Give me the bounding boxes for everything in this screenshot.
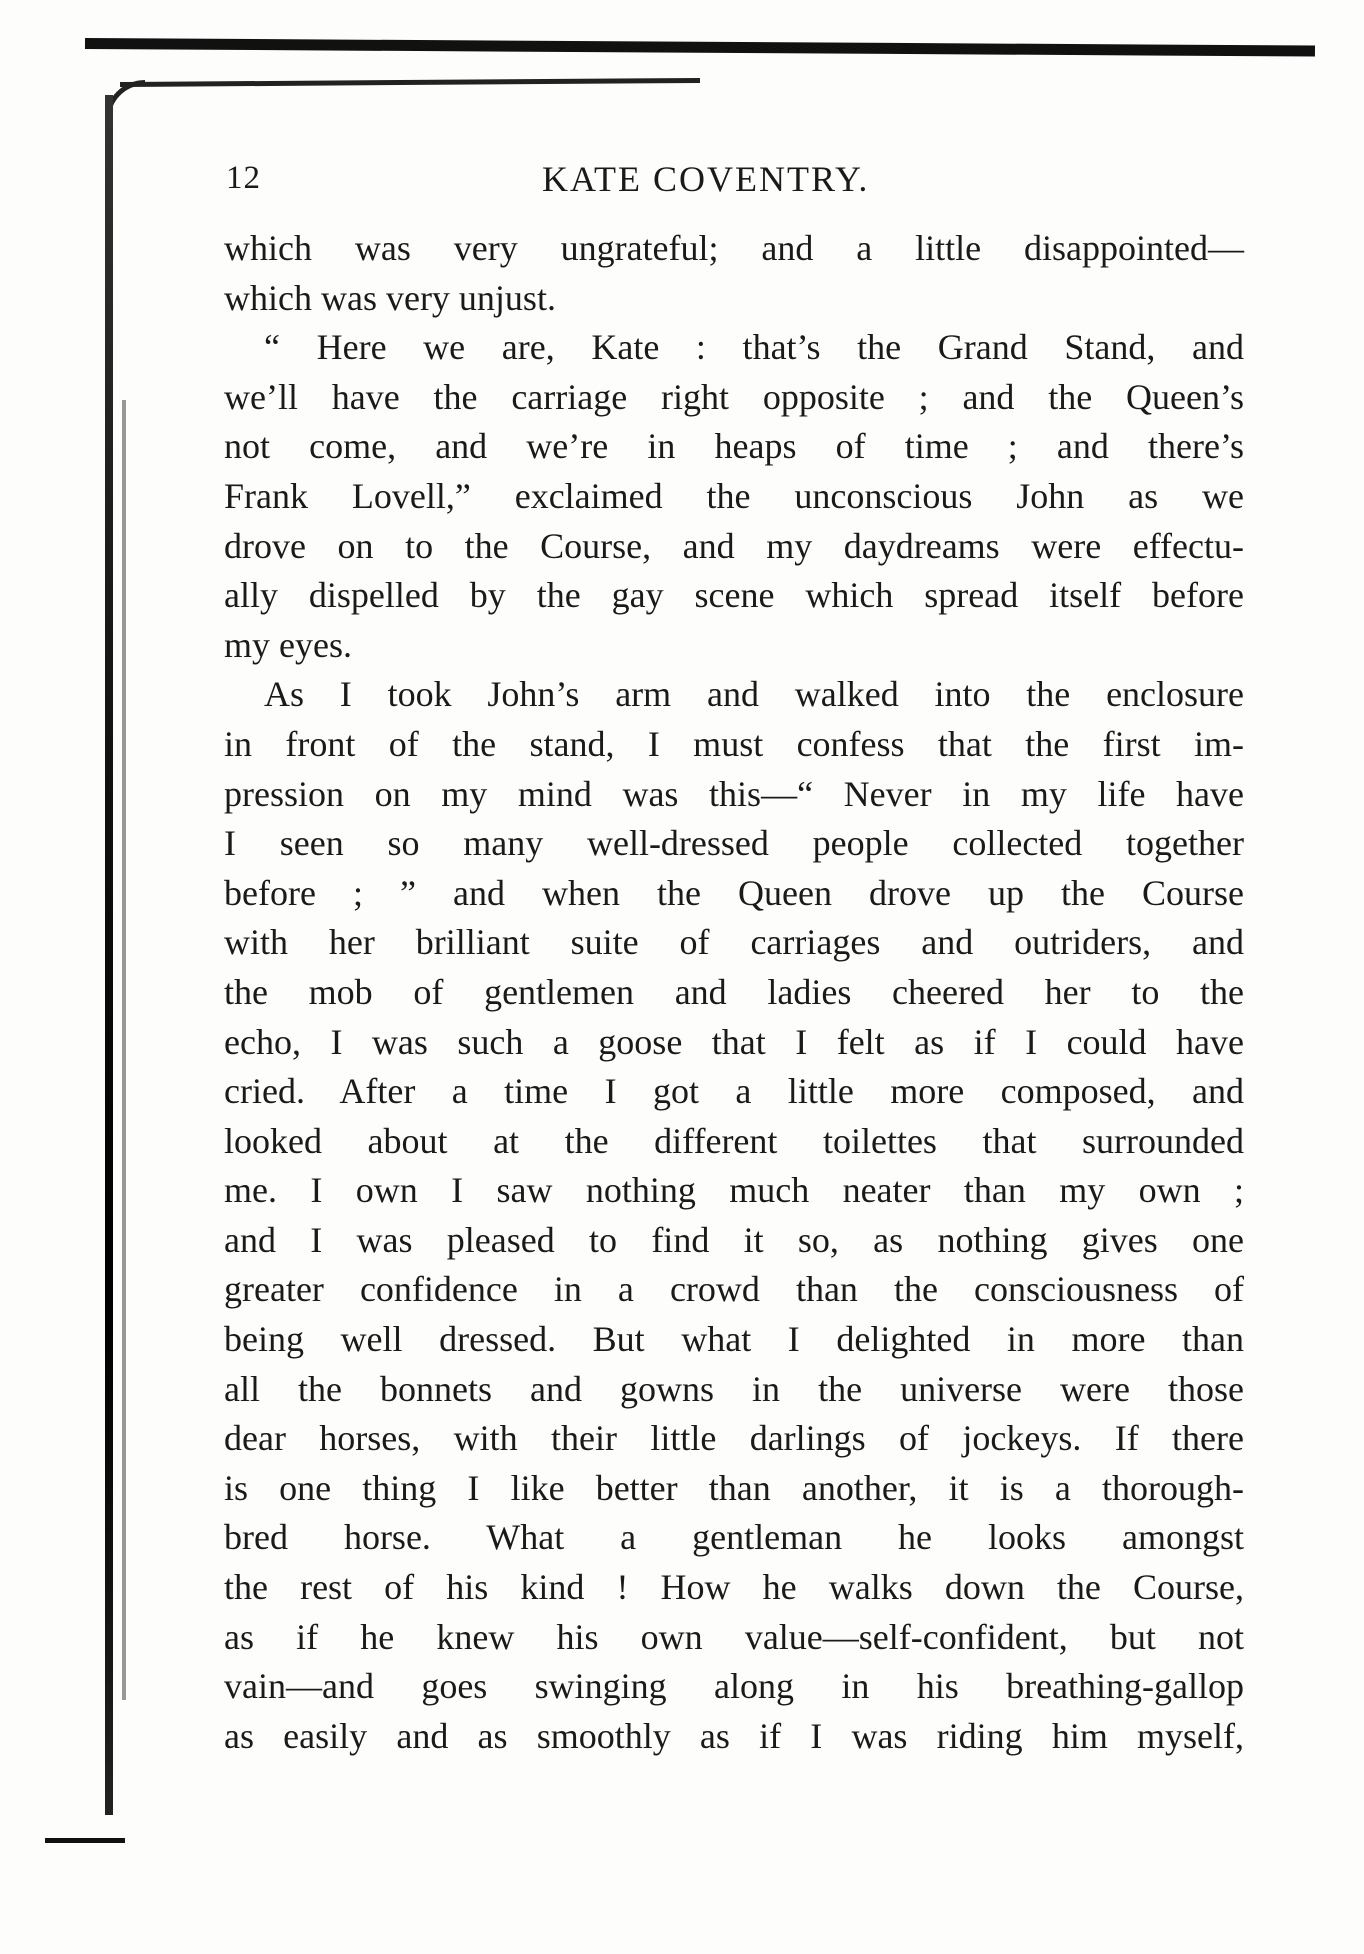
text-line: looked about at the different toilettes that surrounded — [224, 1120, 1244, 1161]
text-line: being well dressed. But what I delighted in more than — [224, 1319, 1244, 1360]
text-line: as easily and as smoothly as if I was riding him myself, — [224, 1715, 1244, 1756]
text-line: all the bonnets and gowns in the universe were those — [224, 1368, 1244, 1409]
text-line: pression on my mind was this—“ Never in my life have — [224, 773, 1244, 814]
text-line: Frank Lovell,” exclaimed the unconscious John as we — [224, 475, 1244, 516]
scan-border-top-inner — [120, 78, 700, 87]
page-header — [222, 150, 1242, 200]
text-line: bred horse. What a gentleman he looks amongst — [224, 1517, 1244, 1558]
text-line: before ; ” and when the Queen drove up the Course — [224, 872, 1244, 913]
text-line: As I took John’s arm and walked into the enclosure — [264, 674, 1244, 715]
text-line: drove on to the Course, and my daydreams were effectu- — [224, 525, 1244, 566]
text-line: in front of the stand, I must confess that the first im- — [224, 723, 1244, 764]
text-line: I seen so many well-dressed people collected together — [224, 823, 1244, 864]
text-line: echo, I was such a goose that I felt as if I could have — [224, 1021, 1244, 1062]
text-line: as if he knew his own value—self-confident, but not — [224, 1616, 1244, 1657]
text-line: dear horses, with their little darlings of jockeys. If there — [224, 1418, 1244, 1459]
text-line: me. I own I saw nothing much neater than my own ; — [224, 1170, 1244, 1211]
text-line: vain—and goes swinging along in his breathing-gallop — [224, 1666, 1244, 1707]
book-spine-shadow-inner — [122, 400, 126, 1700]
page-number: 12 — [226, 160, 261, 196]
text-line: which was very unjust. — [224, 277, 556, 318]
running-head: KATE COVENTRY. — [542, 159, 870, 199]
text-line: the mob of gentlemen and ladies cheered her to the — [224, 971, 1244, 1012]
text-line: greater confidence in a crowd than the consciousness of — [224, 1269, 1244, 1310]
text-line: not come, and we’re in heaps of time ; and there’s — [224, 426, 1244, 467]
text-line: cried. After a time I got a little more composed, and — [224, 1071, 1244, 1112]
scan-border-top — [85, 38, 1315, 57]
text-line: ally dispelled by the gay scene which spread itself before — [224, 575, 1244, 616]
text-line: my eyes. — [224, 624, 352, 665]
text-line: “ Here we are, Kate : that’s the Grand Stand, and — [264, 327, 1244, 368]
text-line: with her brilliant suite of carriages and outriders, and — [224, 922, 1244, 963]
book-spine-shadow — [105, 95, 113, 1815]
text-line: we’ll have the carriage right opposite ; and the Queen’s — [224, 376, 1244, 417]
scan-border-bottom — [45, 1838, 125, 1843]
text-line: and I was pleased to find it so, as nothing gives one — [224, 1219, 1244, 1260]
text-line: the rest of his kind ! How he walks down the Course, — [224, 1567, 1244, 1608]
text-line: is one thing I like better than another, it is a thorough- — [224, 1467, 1244, 1508]
body-text — [224, 224, 1244, 1761]
text-line: which was very ungrateful; and a little disappointed— — [224, 228, 1244, 268]
